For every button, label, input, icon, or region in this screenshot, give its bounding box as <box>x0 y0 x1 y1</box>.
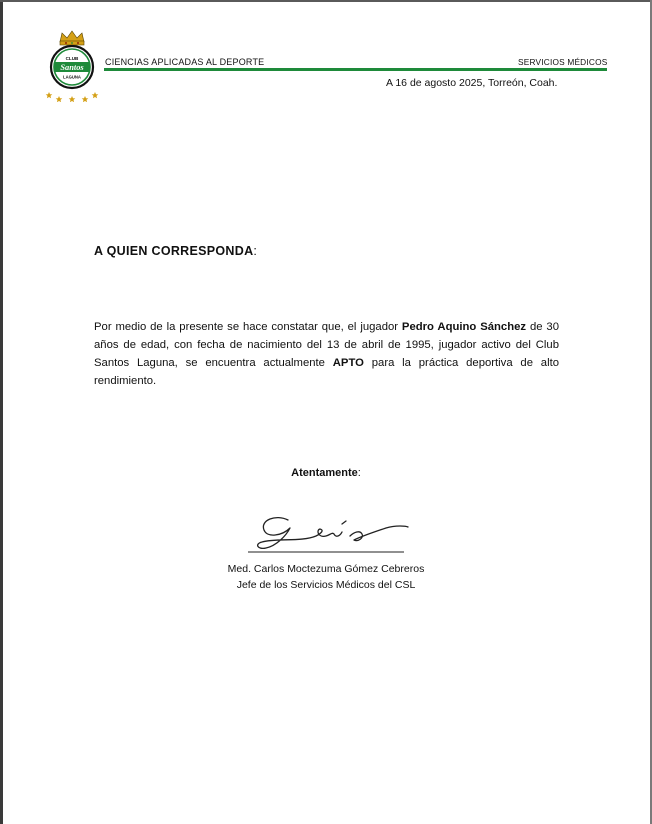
salutation <box>94 244 257 258</box>
player-name: Pedro Aquino Sánchez <box>401 321 527 333</box>
handwritten-signature <box>246 506 414 558</box>
logo-main-text: Santos <box>60 63 84 72</box>
logo-top-text: CLUB <box>65 56 79 61</box>
closing <box>0 467 652 479</box>
crown-icon <box>60 31 84 45</box>
fitness-status: APTO <box>332 357 364 369</box>
closing-text: Atentamente <box>291 467 358 479</box>
page-edge-left <box>0 0 3 824</box>
page-edge-top <box>0 0 652 2</box>
body-part-3: para la práctica deportiva de alto rendimiento. <box>94 357 560 387</box>
closing-colon: : <box>357 467 361 479</box>
signer-title: Jefe de los Servicios Médicos del CSL <box>236 579 416 591</box>
logo-bottom-text: LAGUNA <box>63 74 81 80</box>
signer-name: Med. Carlos Moctezuma Gómez Cebreros <box>227 563 425 575</box>
header-divider <box>104 68 607 71</box>
salutation-colon: : <box>253 244 258 258</box>
body-part-1: Por medio de la presente se hace constatar que, el jugador <box>94 321 402 333</box>
header-department: CIENCIAS APLICADAS AL DEPORTE <box>105 57 265 67</box>
championship-stars-icon <box>46 92 99 102</box>
date-line: A 16 de agosto 2025, Torreón, Coah. <box>386 77 558 89</box>
letter-body <box>94 318 559 390</box>
header-service: SERVICIOS MÉDICOS <box>518 57 608 67</box>
salutation-text: A QUIEN CORRESPONDA <box>94 244 254 258</box>
club-santos-laguna-logo <box>44 30 100 102</box>
body-part-2: de 30 años de edad, con fecha de nacimiento del 13 de abril de 1995, jugador activo del Club Santos Laguna, se encuentra actualmente <box>94 321 559 369</box>
